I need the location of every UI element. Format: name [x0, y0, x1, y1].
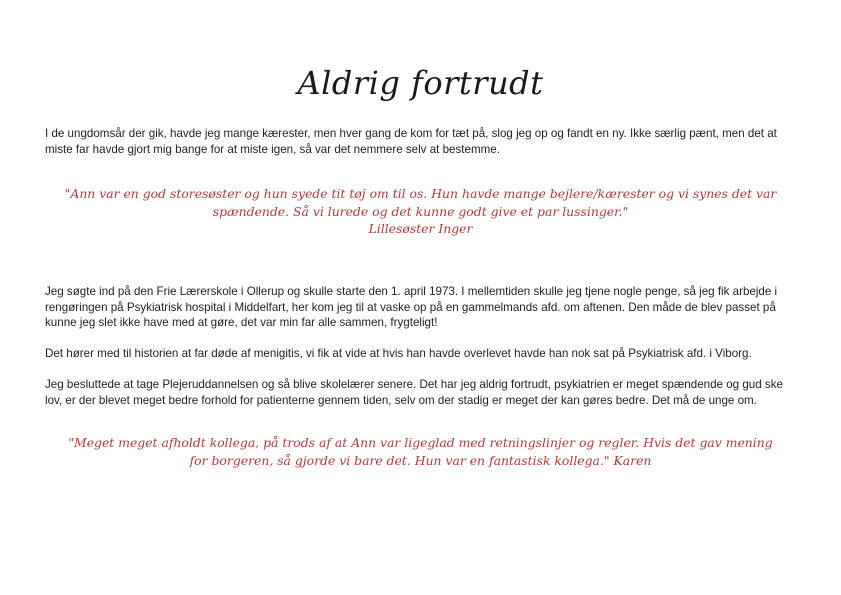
paragraph-intro: I de ungdomsår der gik, havde jeg mange kærester, men hver gang de kom for tæt på, slog jeg op og fandt en ny. Ikke særlig pænt, men det at miste far havde gjort mig bange for at miste igen, så var det nemmere selv at bestemme. [45, 127, 777, 156]
quote-text: "Ann var en god storesøster og hun syede tit tøj om til os. Hun havde mange bejlere/kærester og vi synes det var spændende. Så vi lurede og det kunne godt give et par lussinger." [64, 186, 777, 219]
quote-text: "Meget meget afholdt kollega, på trods af at Ann var ligeglad med retningslinjer og regler. Hvis det gav mening for borgeren, så gjorde vi bare det. Hun var en fantastisk kollega." Karen [68, 435, 773, 468]
paragraph-plejer: Jeg besluttede at tage Plejeruddannelsen og så blive skolelærer senere. Det har jeg aldrig fortrudt, psykiatrien er meget spændende og gud ske lov, er der blevet meget bedre forhold for patienterne gennem tiden, selv om der stadig er meget der kan gøres bedre. Det må de unge om. [45, 378, 783, 407]
paragraph-father: Det hører med til historien at far døde af menigitis, vi fik at vide at hvis han havde overlevet havde han nok sat på Psykiatrisk afd. i Viborg. [45, 347, 752, 360]
quote-attribution: Lillesøster Inger [368, 221, 473, 236]
paragraph-lærerskole: Jeg søgte ind på den Frie Lærerskole i Ollerup og skulle starte den 1. april 1973. I mellemtiden skulle jeg tjene nogle penge, så jeg fik arbejde i rengøringen på Psykiatrisk hospital i Middelfart, her kom jeg til at vaske op på en gammelmands afd. om aftenen. Den måde de blev passet på kunne jeg slet ikke have med at gøre, det var min far alle sammen, frygteligt! [45, 285, 778, 329]
quote-karen [60, 434, 781, 469]
quote-inger [60, 185, 781, 238]
page-title: Aldrig fortrudt [297, 64, 544, 102]
